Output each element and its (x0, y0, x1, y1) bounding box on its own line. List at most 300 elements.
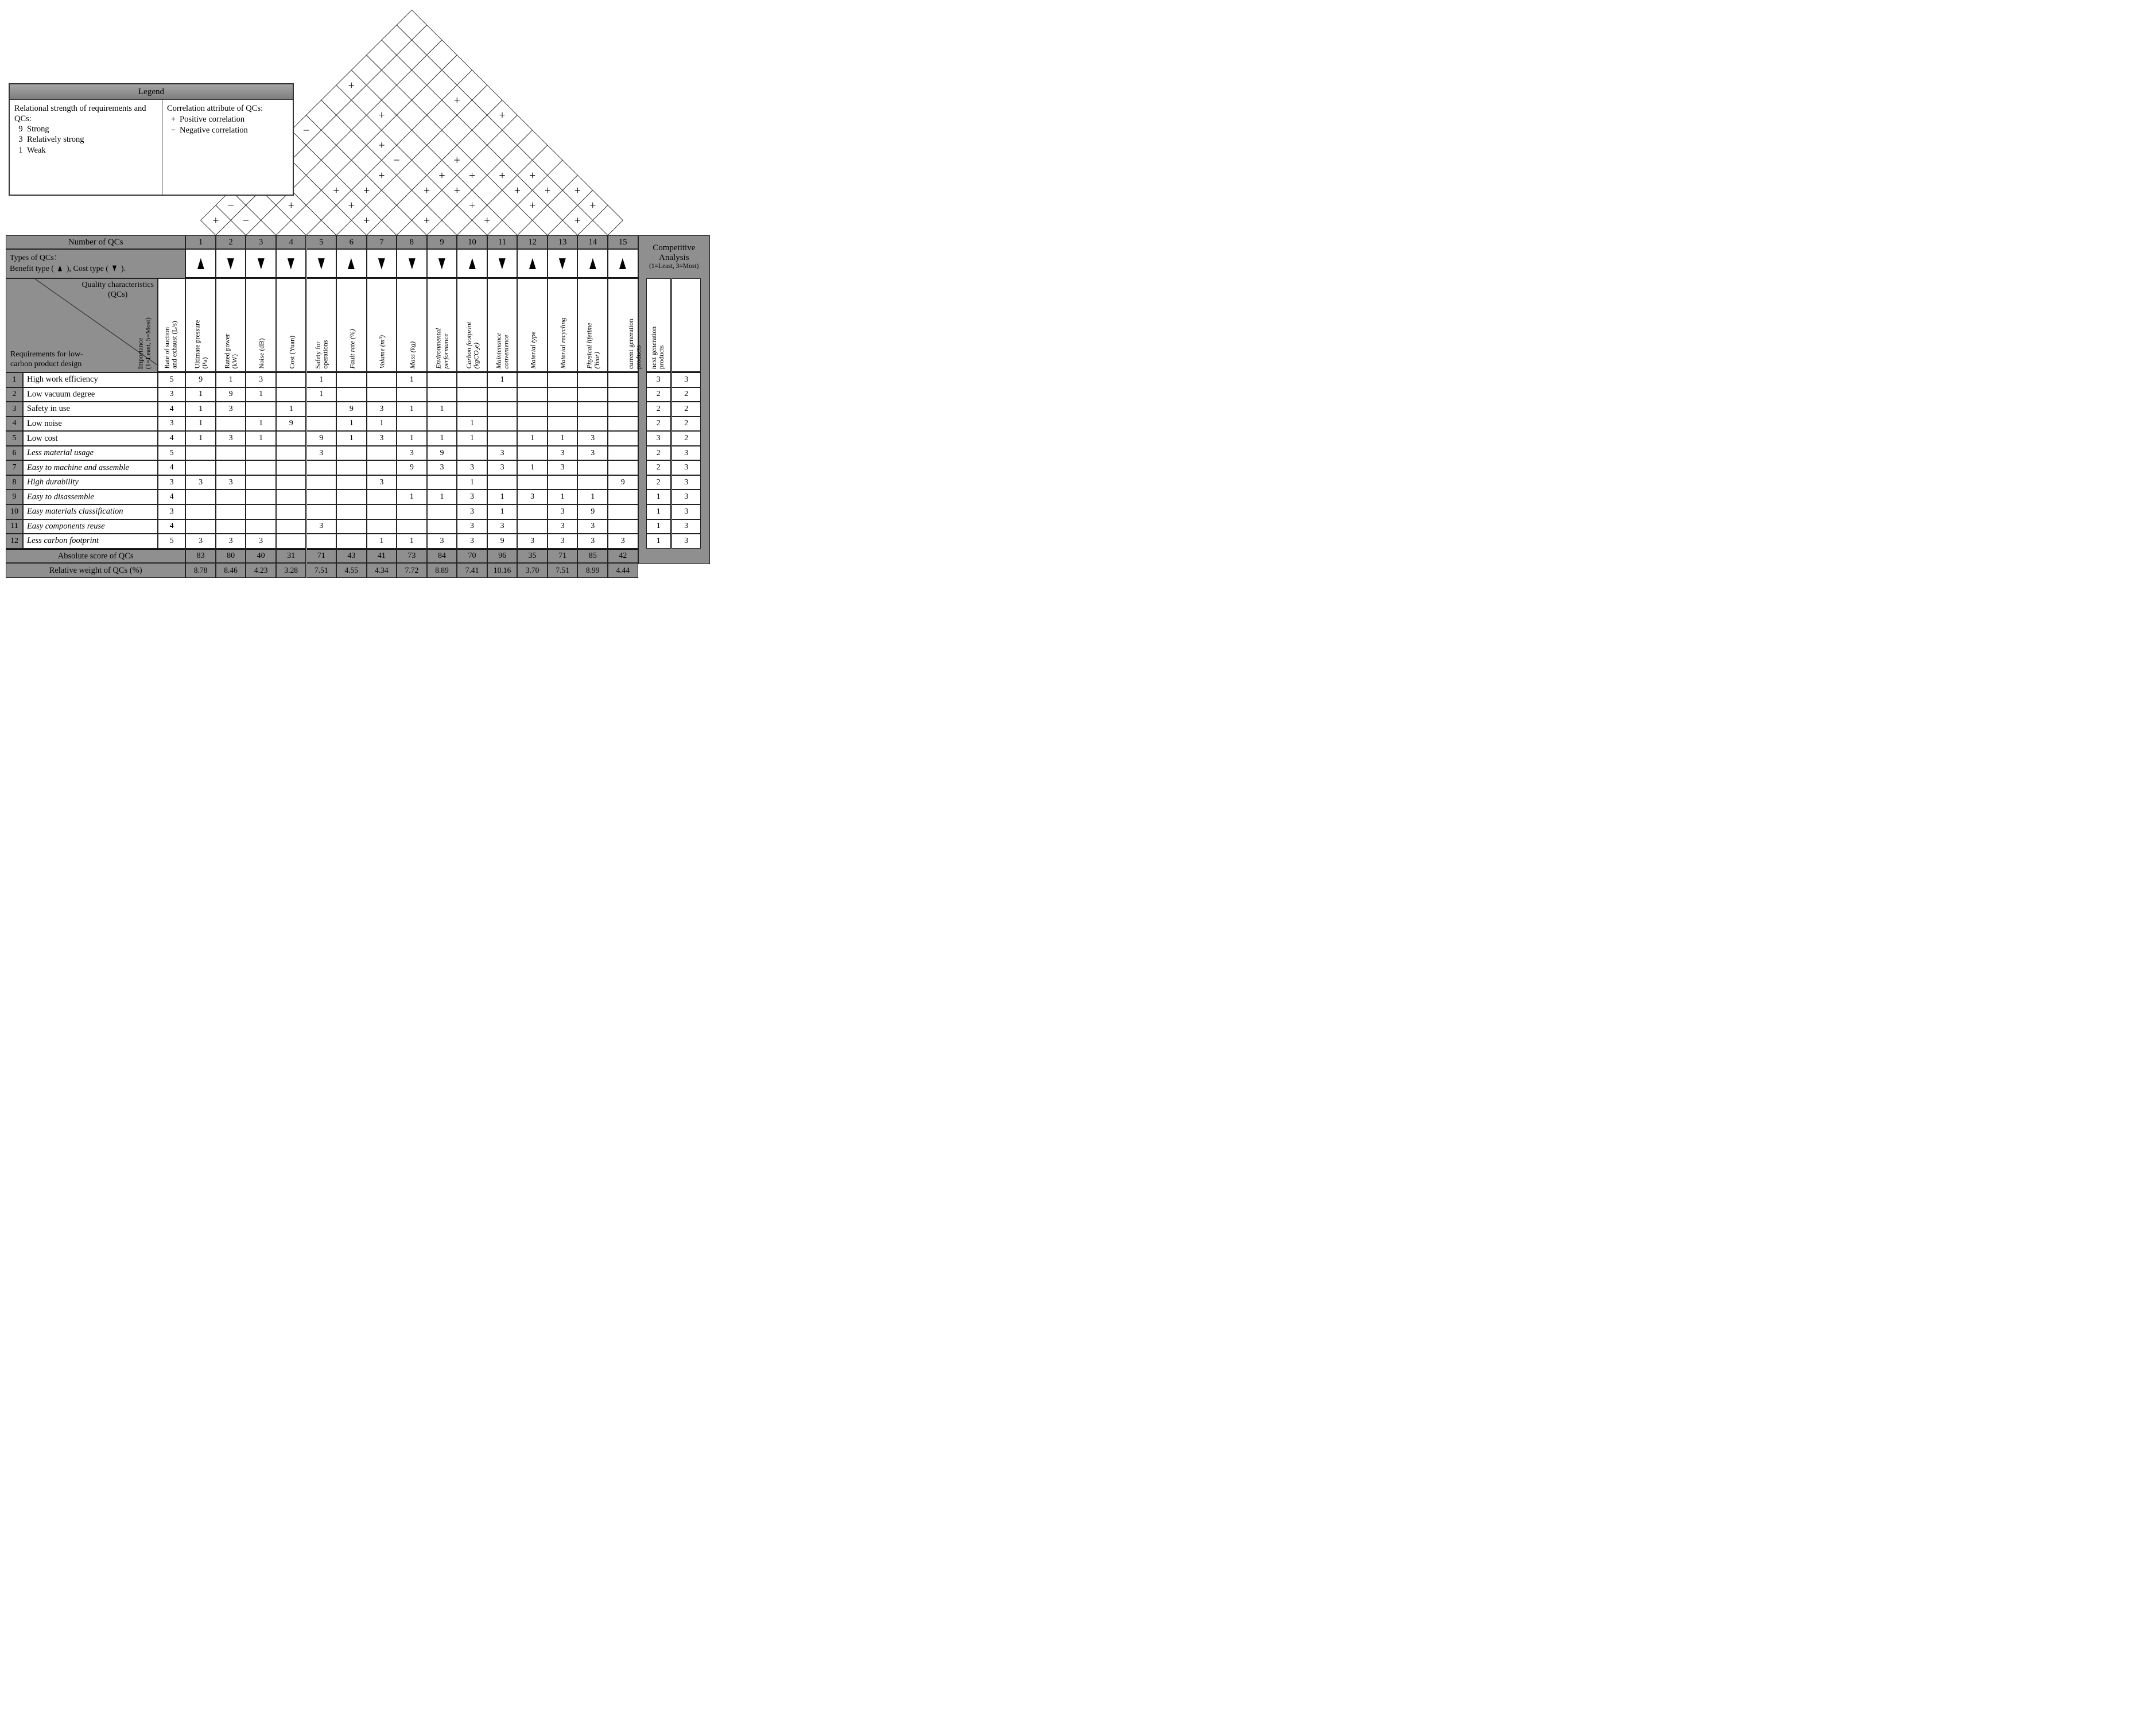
competitive-current-r9: 1 (646, 490, 671, 504)
relation-cell-r9-c7 (367, 490, 397, 504)
importance-value-2: 3 (158, 387, 185, 402)
requirement-label-3: Safety in use (23, 402, 158, 417)
relation-cell-r3-c13 (548, 402, 578, 417)
relative-weight-c9: 8.89 (427, 563, 457, 578)
importance-value-11: 4 (158, 519, 185, 534)
relation-cell-r5-c14: 3 (577, 431, 608, 446)
relation-cell-r9-c10: 3 (457, 490, 487, 504)
relation-cell-r4-c10: 1 (457, 417, 487, 432)
relation-cell-r11-c3 (246, 519, 276, 534)
qc-column-header-14-text: Material recycling (558, 317, 567, 369)
relation-cell-r1-c4 (276, 372, 306, 387)
relation-cell-r10-c14: 9 (577, 504, 608, 519)
competitive-next-r11: 3 (671, 519, 701, 534)
importance-value-12: 5 (158, 534, 185, 549)
legend-correlation-heading: Correlation attribute of QCs: (167, 104, 263, 113)
legend-label: Relatively strong (27, 135, 84, 145)
legend-strength-item-3 (14, 134, 157, 145)
number-of-qcs-label: Number of QCs (6, 235, 185, 249)
relation-cell-r3-c9: 1 (427, 402, 457, 417)
relation-cell-r10-c10: 3 (457, 504, 487, 519)
competitive-current-r11: 1 (646, 519, 671, 534)
relation-cell-r4-c4: 9 (276, 417, 306, 432)
relation-cell-r11-c6 (336, 519, 367, 534)
correlation-sign-8-12: + (468, 169, 476, 182)
absolute-score-c12: 35 (517, 549, 548, 564)
legend-key: 3 (18, 135, 23, 145)
relation-cell-r1-c5: 1 (306, 372, 337, 387)
relation-cell-r10-c5 (306, 504, 337, 519)
absolute-score-c14: 85 (577, 549, 608, 564)
relation-cell-r10-c7 (367, 504, 397, 519)
benefit-triangle-icon: ▲ (195, 253, 207, 274)
relation-cell-r9-c12: 3 (517, 490, 548, 504)
qc-column-header-8-text: Volume (m³) (378, 335, 386, 369)
cost-triangle-icon: ▼ (315, 253, 327, 274)
legend-correlation-item (167, 114, 288, 125)
qc-column-header-12-text: Maintenance convenience (495, 333, 511, 369)
relation-cell-r9-c1 (185, 490, 216, 504)
cost-triangle-icon: ▼ (225, 253, 237, 274)
relation-cell-r6-c5: 3 (306, 446, 337, 461)
relation-cell-r6-c13: 3 (548, 446, 578, 461)
qc-number-5: 5 (306, 235, 337, 249)
relation-cell-r8-c10: 1 (457, 475, 487, 490)
legend-strength-section (10, 100, 162, 196)
types-label-line1: Types of QCs： (10, 254, 62, 263)
relation-cell-r3-c6: 9 (336, 402, 367, 417)
relation-cell-r8-c4 (276, 475, 306, 490)
relative-weight-c7: 4.34 (367, 563, 397, 578)
requirement-label-10: Easy materials classification (23, 504, 158, 519)
relation-cell-r2-c3: 1 (246, 387, 276, 402)
absolute-score-c4: 31 (276, 549, 306, 564)
relation-cell-r5-c12: 1 (517, 431, 548, 446)
relation-cell-r7-c2 (216, 460, 246, 475)
relative-weight-c1: 8.78 (185, 563, 216, 578)
legend-correlation-section (162, 100, 293, 196)
relation-cell-r8-c13 (548, 475, 578, 490)
correlation-sign-7-11: + (438, 169, 445, 182)
relation-cell-r3-c10 (457, 402, 487, 417)
relation-cell-r5-c11 (487, 431, 518, 446)
competitive-next-r2: 2 (671, 387, 701, 402)
relative-weight-c2: 8.46 (216, 563, 246, 578)
relation-cell-r4-c13 (548, 417, 578, 432)
relation-cell-r12-c1: 3 (185, 534, 216, 549)
absolute-score-c8: 73 (397, 549, 427, 564)
requirement-label-9: Easy to disassemble (23, 490, 158, 504)
relation-cell-r12-c10: 3 (457, 534, 487, 549)
qc-type-9-down (427, 249, 457, 278)
relation-cell-r11-c14: 3 (577, 519, 608, 534)
relative-weight-label: Relative weight of QCs (%) (6, 563, 185, 578)
relation-cell-r9-c15 (608, 490, 638, 504)
relation-cell-r12-c12: 3 (517, 534, 548, 549)
relation-cell-r11-c4 (276, 519, 306, 534)
qc-type-3-down (246, 249, 276, 278)
qc-type-15-up (608, 249, 638, 278)
qc-column-header-10-text: Environmental performance (434, 328, 450, 369)
correlation-sign-3-5: + (288, 199, 294, 212)
absolute-score-c6: 43 (336, 549, 367, 564)
row-number-10: 10 (6, 504, 23, 519)
relation-cell-r1-c9 (427, 372, 457, 387)
relation-cell-r11-c13: 3 (548, 519, 578, 534)
qc-column-header-4-text: Noise (dB) (257, 339, 266, 369)
importance-value-8: 3 (158, 475, 185, 490)
correlation-sign-10-13: + (514, 184, 521, 197)
relation-cell-r11-c10: 3 (457, 519, 487, 534)
relation-cell-r4-c5 (306, 417, 337, 432)
relation-cell-r1-c6 (336, 372, 367, 387)
qc-type-7-down (367, 249, 397, 278)
relation-cell-r7-c14 (577, 460, 608, 475)
relation-cell-r11-c9 (427, 519, 457, 534)
requirement-label-6: Less material usage (23, 446, 158, 461)
qc-type-12-up (517, 249, 548, 278)
relation-cell-r12-c5 (306, 534, 337, 549)
relation-cell-r11-c1 (185, 519, 216, 534)
competitive-next-r7: 3 (671, 460, 701, 475)
qc-number-14: 14 (577, 235, 608, 249)
qc-column-header-5-text: Cost (Yuan) (287, 336, 296, 369)
correlation-sign-13-14: + (574, 214, 581, 227)
relation-cell-r2-c2: 9 (216, 387, 246, 402)
relation-cell-r2-c8 (397, 387, 427, 402)
absolute-score-c1: 83 (185, 549, 216, 564)
relation-cell-r3-c12 (517, 402, 548, 417)
row-number-3: 3 (6, 402, 23, 417)
qc-column-header-13-text: Material type (529, 332, 537, 369)
importance-value-9: 4 (158, 490, 185, 504)
qc-type-5-down (306, 249, 337, 278)
relation-cell-r3-c15 (608, 402, 638, 417)
competitive-next-r3: 2 (671, 402, 701, 417)
competitive-current-r5: 3 (646, 431, 671, 446)
importance-value-4: 3 (158, 417, 185, 432)
importance-value-3: 4 (158, 402, 185, 417)
competitive-current-r3: 2 (646, 402, 671, 417)
relation-cell-r5-c9: 1 (427, 431, 457, 446)
relation-cell-r9-c13: 1 (548, 490, 578, 504)
correlation-sign-10-11: + (484, 214, 491, 227)
correlation-sign-1-11: + (348, 79, 355, 92)
relation-cell-r8-c11 (487, 475, 518, 490)
correlation-sign-12-15: + (574, 184, 581, 197)
relation-cell-r12-c6 (336, 534, 367, 549)
qc-number-12: 12 (517, 235, 548, 249)
competitive-next-r8: 3 (671, 475, 701, 490)
legend-label: Negative correlation (180, 125, 248, 135)
relation-cell-r7-c4 (276, 460, 306, 475)
relation-cell-r9-c5 (306, 490, 337, 504)
qc-column-header-2-text: Ultimate pressure (Pa) (193, 320, 209, 369)
row-number-7: 7 (6, 460, 23, 475)
importance-value-7: 4 (158, 460, 185, 475)
relation-cell-r9-c6 (336, 490, 367, 504)
relation-cell-r3-c11 (487, 402, 518, 417)
relation-cell-r6-c2 (216, 446, 246, 461)
row-number-6: 6 (6, 446, 23, 461)
legend-strength-item-1 (14, 145, 157, 156)
benefit-triangle-icon: ▲ (466, 253, 478, 274)
relation-cell-r12-c7: 1 (367, 534, 397, 549)
relation-cell-r12-c4 (276, 534, 306, 549)
legend-key: − (170, 125, 176, 135)
benefit-triangle-icon: ▲ (587, 253, 599, 274)
requirement-label-1: High work efficiency (23, 372, 158, 387)
qc-type-6-up (336, 249, 367, 278)
qc-number-15: 15 (608, 235, 638, 249)
competitive-next-r9: 3 (671, 490, 701, 504)
relation-cell-r1-c11: 1 (487, 372, 518, 387)
competitive-current-r7: 2 (646, 460, 671, 475)
relation-cell-r11-c7 (367, 519, 397, 534)
cost-triangle-icon: ▼ (496, 253, 508, 274)
correlation-sign-13-15: + (589, 199, 596, 212)
relation-cell-r2-c14 (577, 387, 608, 402)
qc-number-3: 3 (246, 235, 276, 249)
relation-cell-r7-c5 (306, 460, 337, 475)
relation-cell-r12-c8: 1 (397, 534, 427, 549)
relation-cell-r7-c13: 3 (548, 460, 578, 475)
relation-cell-r2-c4 (276, 387, 306, 402)
correlation-sign-7-15: + (499, 109, 506, 122)
competitive-scale-note: (1=Least, 3=Most) (649, 263, 699, 270)
legend-label: Strong (27, 125, 49, 134)
qc-number-9: 9 (427, 235, 457, 249)
relation-cell-r10-c3 (246, 504, 276, 519)
relation-cell-r2-c9 (427, 387, 457, 402)
legend-correlation-item (167, 125, 288, 136)
qc-type-10-up (457, 249, 487, 278)
competitive-analysis-header (638, 235, 710, 278)
relative-weight-c6: 4.55 (336, 563, 367, 578)
relation-cell-r5-c6: 1 (336, 431, 367, 446)
row-number-8: 8 (6, 475, 23, 490)
relation-cell-r10-c15 (608, 504, 638, 519)
benefit-triangle-icon: ▲ (617, 253, 629, 274)
correlation-sign-4-10: + (378, 139, 385, 152)
qc-number-4: 4 (276, 235, 306, 249)
qc-column-header-7-text: Fault rate (%) (347, 329, 356, 369)
relation-cell-r7-c6 (336, 460, 367, 475)
relation-cell-r8-c5 (306, 475, 337, 490)
relation-cell-r8-c3 (246, 475, 276, 490)
relation-cell-r11-c5: 3 (306, 519, 337, 534)
benefit-triangle-icon: ▲ (346, 253, 358, 274)
correlation-sign-5-10: − (393, 154, 400, 167)
competitive-current-r6: 2 (646, 446, 671, 461)
cost-triangle-icon: ▼ (375, 253, 387, 274)
relation-cell-r5-c8: 1 (397, 431, 427, 446)
house-of-quality-diagram (0, 0, 712, 578)
requirements-label: Requirements for low-carbon product design (10, 350, 83, 369)
qc-number-10: 10 (457, 235, 487, 249)
legend-title: Legend (10, 84, 293, 100)
relation-cell-r8-c12 (517, 475, 548, 490)
requirement-label-7: Easy to machine and assemble (23, 460, 158, 475)
row-number-2: 2 (6, 387, 23, 402)
relation-cell-r12-c3: 3 (246, 534, 276, 549)
competitive-current-r12: 1 (646, 534, 671, 549)
relation-cell-r7-c15 (608, 460, 638, 475)
cost-triangle-icon: ▼ (285, 253, 297, 274)
importance-header-text: Importance (1=Least, 5=Most) (136, 317, 152, 369)
relative-weight-c15: 4.44 (608, 563, 638, 578)
legend-label: Positive correlation (180, 114, 245, 124)
relation-cell-r8-c1: 3 (185, 475, 216, 490)
relation-cell-r6-c8: 3 (397, 446, 427, 461)
relation-cell-r3-c1: 1 (185, 402, 216, 417)
relation-cell-r9-c14: 1 (577, 490, 608, 504)
correlation-sign-10-14: + (529, 169, 536, 182)
relation-cell-r4-c7: 1 (367, 417, 397, 432)
relation-cell-r2-c12 (517, 387, 548, 402)
competitive-next-r4: 2 (671, 417, 701, 432)
relation-cell-r11-c2 (216, 519, 246, 534)
requirement-label-8: High durability (23, 475, 158, 490)
relation-cell-r4-c6: 1 (336, 417, 367, 432)
relation-cell-r1-c3: 3 (246, 372, 276, 387)
qc-type-8-down (397, 249, 427, 278)
relation-cell-r3-c5 (306, 402, 337, 417)
legend-key: + (170, 114, 176, 124)
relation-cell-r5-c5: 9 (306, 431, 337, 446)
relation-cell-r6-c9: 9 (427, 446, 457, 461)
relation-cell-r6-c11: 3 (487, 446, 518, 461)
relation-cell-r6-c6 (336, 446, 367, 461)
relative-weight-c3: 4.23 (246, 563, 276, 578)
relation-cell-r2-c1: 1 (185, 387, 216, 402)
correlation-sign-8-11: + (453, 184, 460, 197)
correlation-sign-5-14: + (453, 94, 460, 107)
relation-cell-r2-c5: 1 (306, 387, 337, 402)
absolute-score-c15: 42 (608, 549, 638, 564)
relation-cell-r1-c14 (577, 372, 608, 387)
relation-cell-r6-c1 (185, 446, 216, 461)
relation-cell-r9-c8: 1 (397, 490, 427, 504)
relation-cell-r7-c12: 1 (517, 460, 548, 475)
qc-type-14-up (577, 249, 608, 278)
correlation-sign-1-8: − (302, 124, 310, 137)
relation-cell-r11-c8 (397, 519, 427, 534)
relation-cell-r10-c2 (216, 504, 246, 519)
relation-cell-r2-c15 (608, 387, 638, 402)
row-number-4: 4 (6, 417, 23, 432)
relation-cell-r6-c12 (517, 446, 548, 461)
relation-cell-r8-c6 (336, 475, 367, 490)
qc-number-11: 11 (487, 235, 518, 249)
correlation-sign-5-7: + (348, 199, 355, 212)
relation-cell-r9-c9: 1 (427, 490, 457, 504)
relation-cell-r8-c15: 9 (608, 475, 638, 490)
relation-cell-r2-c11 (487, 387, 518, 402)
requirement-label-2: Low vacuum degree (23, 387, 158, 402)
correlation-sign-1-2: + (212, 214, 219, 227)
relation-cell-r9-c2 (216, 490, 246, 504)
correlation-sign-4-7: + (333, 184, 340, 197)
legend-key: 1 (18, 145, 23, 155)
relation-cell-r1-c15 (608, 372, 638, 387)
relation-cell-r4-c1: 1 (185, 417, 216, 432)
relation-cell-r3-c7: 3 (367, 402, 397, 417)
relation-cell-r2-c6 (336, 387, 367, 402)
relation-cell-r9-c4 (276, 490, 306, 504)
row-number-5: 5 (6, 431, 23, 446)
quality-characteristics-label: Quality characteristics (QCs) (81, 281, 154, 299)
relation-cell-r5-c10: 1 (457, 431, 487, 446)
relation-cell-r12-c15: 3 (608, 534, 638, 549)
relation-cell-r6-c4 (276, 446, 306, 461)
relation-cell-r7-c11: 3 (487, 460, 518, 475)
legend-label: Weak (27, 145, 46, 155)
relation-cell-r10-c12 (517, 504, 548, 519)
relation-cell-r7-c3 (246, 460, 276, 475)
cost-triangle-icon: ▼ (406, 253, 418, 274)
relation-cell-r8-c7: 3 (367, 475, 397, 490)
relation-cell-r11-c11: 3 (487, 519, 518, 534)
qc-column-header-9-text: Mass (kg) (407, 341, 416, 369)
importance-value-5: 4 (158, 431, 185, 446)
relation-cell-r5-c1: 1 (185, 431, 216, 446)
relation-cell-r12-c13: 3 (548, 534, 578, 549)
importance-value-6: 5 (158, 446, 185, 461)
correlation-sign-5-8: + (363, 184, 370, 197)
competitive-current-r4: 2 (646, 417, 671, 432)
relation-cell-r10-c11: 1 (487, 504, 518, 519)
qc-type-1-up (185, 249, 216, 278)
absolute-score-c11: 96 (487, 549, 518, 564)
relation-cell-r4-c2 (216, 417, 246, 432)
relation-cell-r7-c9: 3 (427, 460, 457, 475)
row-number-12: 12 (6, 534, 23, 549)
relation-cell-r4-c15 (608, 417, 638, 432)
current-generation-header-text: current generation products (626, 319, 642, 369)
legend-strength-item-9 (14, 124, 157, 134)
qc-type-11-down (487, 249, 518, 278)
relation-cell-r9-c3 (246, 490, 276, 504)
relation-cell-r7-c7 (367, 460, 397, 475)
relation-cell-r10-c4 (276, 504, 306, 519)
relative-weight-c8: 7.72 (397, 563, 427, 578)
relation-cell-r11-c15 (608, 519, 638, 534)
qc-column-header-15-text: Physical lifetime (Year) (585, 323, 601, 369)
relation-cell-r1-c8: 1 (397, 372, 427, 387)
qc-column-header-6-text: Safety for operations (313, 340, 329, 369)
types-of-qcs-label (6, 249, 185, 278)
relative-weight-c10: 7.41 (457, 563, 487, 578)
relation-cell-r4-c8 (397, 417, 427, 432)
correlation-sign-8-9: + (424, 214, 430, 227)
relation-cell-r11-c12 (517, 519, 548, 534)
relation-cell-r5-c7: 3 (367, 431, 397, 446)
correlation-sign-11-13: + (529, 199, 536, 212)
relative-weight-c11: 10.16 (487, 563, 518, 578)
relation-cell-r12-c2: 3 (216, 534, 246, 549)
relation-cell-r9-c11: 1 (487, 490, 518, 504)
relation-cell-r10-c8 (397, 504, 427, 519)
relation-cell-r1-c12 (517, 372, 548, 387)
benefit-triangle-icon: ▲ (56, 263, 64, 274)
relation-cell-r10-c13: 3 (548, 504, 578, 519)
qc-number-1: 1 (185, 235, 216, 249)
relation-cell-r3-c14 (577, 402, 608, 417)
relation-cell-r5-c4 (276, 431, 306, 446)
relative-weight-c12: 3.70 (517, 563, 548, 578)
relation-cell-r1-c7 (367, 372, 397, 387)
